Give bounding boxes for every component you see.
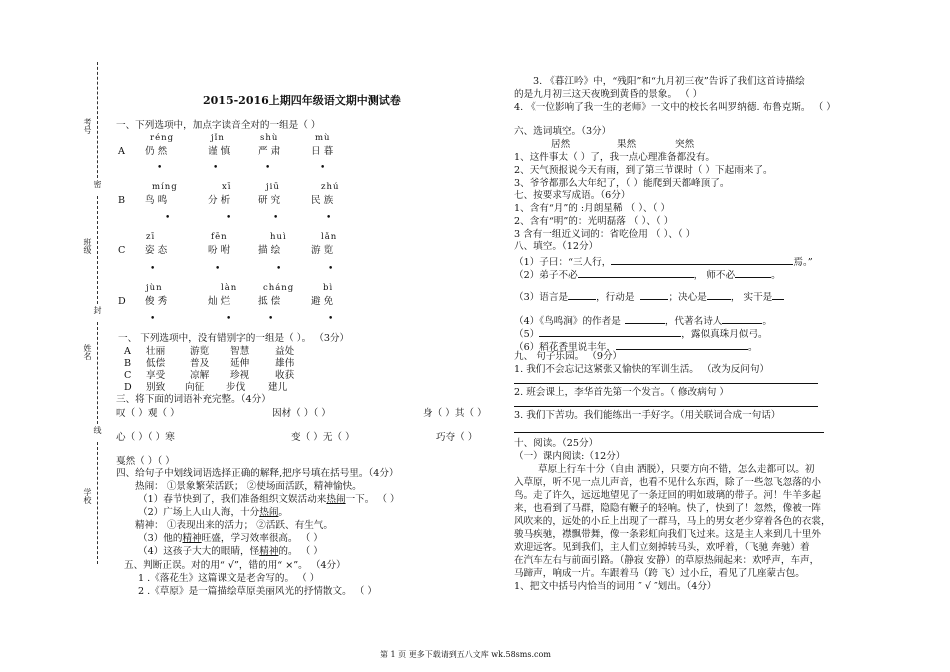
pinyin: xī [222, 182, 232, 192]
passage-line: 鸟。走了许久，远远地望见了一条迂回的明如玻璃的带子。河！牛羊多起 [514, 490, 821, 501]
option-word: 严 肃 [258, 146, 281, 157]
reading-question-1: 1、把文中括号内恰当的词用 ″ √ ″划出。（4分） [514, 581, 717, 592]
fill-sentence-2: 2、天气预报说今天有雨，到了第三节课时（ ）下起雨来了。 [514, 165, 773, 176]
idiom-blank: 戛然（ ）（ ） [116, 456, 175, 467]
answer-line [514, 406, 818, 407]
option-word: 避 免 [311, 296, 334, 307]
q10-stem: 十、阅读。（25分） [514, 438, 599, 449]
option-word: 谨 慎 [208, 146, 231, 157]
option-word: 壮丽 [146, 346, 166, 357]
fill-sentence-3: 3、爷爷都那么大年纪了，（ ）能爬到天都峰顶了。 [514, 178, 730, 189]
emphasis-dot: • [165, 213, 171, 223]
option-word: 别致 [146, 382, 166, 393]
pinyin: jǐn [211, 133, 225, 143]
judge-item-2: 2 .《草原》是一篇描绘草原美丽风光的抒情散文。 （ ） [138, 586, 377, 597]
idiom-blank: 因材（ ）（ ） [272, 408, 331, 419]
pinyin: cháng [263, 283, 295, 293]
passage-line: 欢迎远客。见到我们，主人们立刻掉转马头，欢呼着，（飞驰 奔驰）着 [514, 542, 810, 553]
option-letter: A [124, 346, 131, 357]
q4-stem: 四、给句子中划线词语选择正确的解释,把序号填在括号里。（4分） [116, 468, 399, 479]
pinyin: réng [150, 133, 175, 143]
exam-number-label: 考号 [83, 118, 92, 134]
emphasis-dot: • [157, 163, 163, 173]
option-word: 智慧 [230, 346, 250, 357]
q2-stem: 一、 下列选项中，没有错别字的一组是（ ）。 （3分） [118, 333, 350, 344]
emphasis-dot: • [213, 163, 219, 173]
dashed-line [97, 196, 98, 304]
idiom-blank: 心（ ）（ ）寒 [116, 432, 175, 443]
q1-stem: 一、下列选项中，加点字读音全对的一组是（ ） [116, 120, 321, 131]
passage-line: 骏马疾驰，襟飘带舞，像一条彩虹向我们飞过来。这是主人来到几十里外 [514, 529, 821, 540]
option-word: 吩 咐 [208, 245, 231, 256]
emphasis-dot: • [328, 314, 334, 324]
emphasis-dot: • [328, 264, 334, 274]
q8-stem: 八、填空。（12分） [514, 241, 599, 252]
pinyin: jùn [146, 283, 163, 293]
judge-item-3: 3. 《暮江吟》中，“残阳”和“九月初三夜”告诉了我们这首诗描绘 [533, 76, 805, 87]
fill-3: （3）语言是 ，行动是 ；决心是 ， 实干是 [514, 289, 784, 303]
pinyin: làn [221, 283, 238, 293]
option-letter: B [118, 195, 126, 206]
emphasis-dot: • [150, 264, 156, 274]
option-word: 享受 [146, 370, 166, 381]
option-letter: C [118, 245, 126, 256]
emphasis-dot: • [265, 163, 271, 173]
option-letter: C [124, 370, 132, 381]
q10-subtitle: （一）课内阅读:（12分） [514, 451, 626, 462]
emphasis-dot: • [268, 314, 274, 324]
pinyin: huì [270, 232, 287, 242]
seal-mi-label: 密 [93, 180, 102, 188]
passage-line: 风吹来的，远处的小丘上出现了一群马，马上的男女老少穿着各色的衣裳， [514, 516, 831, 527]
sentence-3: （3）他的精神旺盛，学习效率很高。 （ ） [138, 533, 323, 544]
answer-line [514, 383, 818, 384]
fill-1: （1）子曰：“三人行， 焉。” [514, 254, 813, 268]
sentence-task-3: 3. 我们下苦功。我们能练出一手好字。（用关联词合成一句话） [514, 410, 781, 421]
dashed-line [97, 442, 98, 564]
seal-feng-label: 封 [93, 306, 102, 314]
option-word: 日 暮 [311, 146, 334, 157]
option-word: 游 览 [311, 245, 334, 256]
option-word: 俊 秀 [145, 296, 168, 307]
sentence-1: （1）春节快到了，我们准备组织文娱活动来热闹一下。 （ ） [138, 494, 400, 505]
pinyin: jiū [266, 182, 280, 192]
passage-line: 在汽车左右与前面引路。（静寂 安静）的草原热闹起来：欢呼声，车声， [514, 555, 820, 566]
option-word: 民 族 [311, 195, 334, 206]
option-word: 仍 然 [145, 146, 168, 157]
emphasis-dot: • [215, 264, 221, 274]
answer-line [514, 432, 824, 433]
passage-line: 草原上行车十分（自由 洒脱），只要方向不错，怎么走都可以。初 [538, 464, 815, 475]
pinyin: mù [315, 133, 331, 143]
option-word: 鸟 鸣 [145, 195, 168, 206]
option-word: 凉解 [190, 370, 210, 381]
pinyin: zī [146, 232, 156, 242]
idiom-line-3: 3 含有一组近义词的：省吃俭用 （ ）、（ ） [514, 229, 696, 240]
option-word: 建儿 [268, 382, 288, 393]
definition-jingshen: 精神： ①表现出来的活力； ②活跃、有生气。 [135, 520, 333, 531]
option-word: 益处 [275, 346, 295, 357]
option-word: 分 析 [208, 195, 231, 206]
idiom-blank: 身（ ）其（ ） [423, 408, 487, 419]
option-word: 研 究 [258, 195, 281, 206]
option-word: 收获 [275, 370, 295, 381]
idiom-blank: 巧夺（ ） [436, 432, 478, 443]
passage-line: 马蹄声，响成一片。车跟着马（跨 飞）过小丘，看见了几座蒙古包。 [514, 568, 805, 579]
option-letter: D [118, 296, 126, 307]
word-choice: 突然 [675, 139, 695, 150]
q5-stem: 五、判断正误。对的用“ √”，错的用“ ×”。 （4分） [124, 560, 346, 571]
fill-4: （4）《鸟鸣涧》的作者是 ，代著名诗人 。 [514, 313, 772, 327]
word-choice: 果然 [617, 139, 637, 150]
idiom-line-2: 2、含有“明”的：光明磊落 （ ）、（ ） [514, 216, 674, 227]
option-word: 步伐 [226, 382, 246, 393]
idiom-blank: 变（ ）无（ ） [291, 432, 355, 443]
definition-renao: 热闹： ①景象繁荣活跃； ②使场面活跃，精神愉快。 [135, 481, 362, 492]
page-footer: 第 1 页 更多下载请到五八文库 wk.58sms.com [380, 650, 551, 659]
word-choice: 居然 [551, 139, 571, 150]
dashed-line [97, 62, 98, 178]
option-word: 雄伟 [275, 358, 295, 369]
option-word: 低偿 [146, 358, 166, 369]
q3-stem: 三、将下面的词语补充完整。（4分） [116, 394, 271, 405]
option-letter: D [124, 382, 132, 393]
judge-item-1: 1 .《落花生》这篇课文是老舍写的。 （ ） [138, 573, 320, 584]
judge-item-4: 4. 《一位影响了我一生的老师》一文中的校长名叫罗纳德. 布鲁克斯。 （ ） [514, 102, 836, 113]
option-word: 向征 [185, 382, 205, 393]
option-letter: B [124, 358, 132, 369]
pinyin: bì [323, 283, 334, 293]
judge-item-3-cont: 的是九月初三这天夜晚到黄昏的景象。 （ ） [514, 89, 703, 100]
option-word: 游览 [190, 346, 210, 357]
option-word: 延伸 [230, 358, 250, 369]
fill-6: （6）稻花香里说丰年， 。 [514, 339, 758, 353]
dashed-line [97, 322, 98, 424]
option-word: 普及 [190, 358, 210, 369]
option-letter: A [118, 146, 125, 157]
q9-stem: 九、 句子乐园。 （9分） [514, 351, 623, 362]
seal-xian-label: 线 [93, 426, 102, 434]
fill-5: （5） ，露似真珠月似弓。 [514, 326, 768, 340]
emphasis-dot: • [226, 314, 232, 324]
passage-line: 来，也看到了马群，隐隐有鞭子的轻响。快了，快到了！忽然，像被一阵 [514, 503, 821, 514]
q6-stem: 六、选词填空。（3分） [514, 126, 612, 137]
name-label: 姓名 [83, 344, 92, 360]
pinyin: zhú [321, 182, 340, 192]
emphasis-dot: • [320, 163, 326, 173]
fill-sentence-1: 1、这件事太（ ）了，我一点心理准备都没有。 [514, 152, 716, 163]
option-word: 抵 偿 [258, 296, 281, 307]
sentence-2: （2）广场上人山人海，十分热闹。 [138, 507, 289, 518]
option-word: 姿 态 [145, 245, 168, 256]
school-label: 学校 [83, 488, 92, 504]
pinyin: míng [152, 182, 178, 192]
emphasis-dot: • [276, 264, 282, 274]
option-word: 珍视 [230, 370, 250, 381]
sentence-task-2: 2. 班会课上，李华首先第一个发言。（ 修改病句 ） [514, 387, 729, 398]
sentence-4: （4）这孩子大大的眼睛，怪精神的。 （ ） [138, 546, 323, 557]
pinyin: lǎn [321, 232, 338, 242]
option-word: 描 绘 [258, 245, 281, 256]
idiom-blank: 叹（ ）观（ ） [116, 408, 180, 419]
option-word: 灿 烂 [208, 296, 231, 307]
idiom-line-1: 1、含有“月”的 :月朗星稀 （ ）、（ ） [514, 203, 671, 214]
emphasis-dot: • [273, 213, 279, 223]
emphasis-dot: • [326, 213, 332, 223]
emphasis-dot: • [226, 213, 232, 223]
emphasis-dot: • [150, 314, 156, 324]
pinyin: fēn [211, 232, 228, 242]
class-label: 班级 [83, 238, 92, 254]
q7-stem: 七、按要求写成语。（6分） [514, 190, 631, 201]
pinyin: shù [260, 133, 279, 143]
fill-2: （2）弟子不必 ， 师不必 。 [514, 267, 781, 281]
sentence-task-1: 1. 我们不会忘记这紧张又愉快的军训生活。 （改为反问句） [514, 364, 770, 375]
passage-line: 入草原，听不见一点儿声音，也看不见什么东西，除了一些忽飞忽落的小 [514, 477, 821, 488]
page-title: 2015-2016上期四年级语文期中测试卷 [203, 94, 401, 107]
